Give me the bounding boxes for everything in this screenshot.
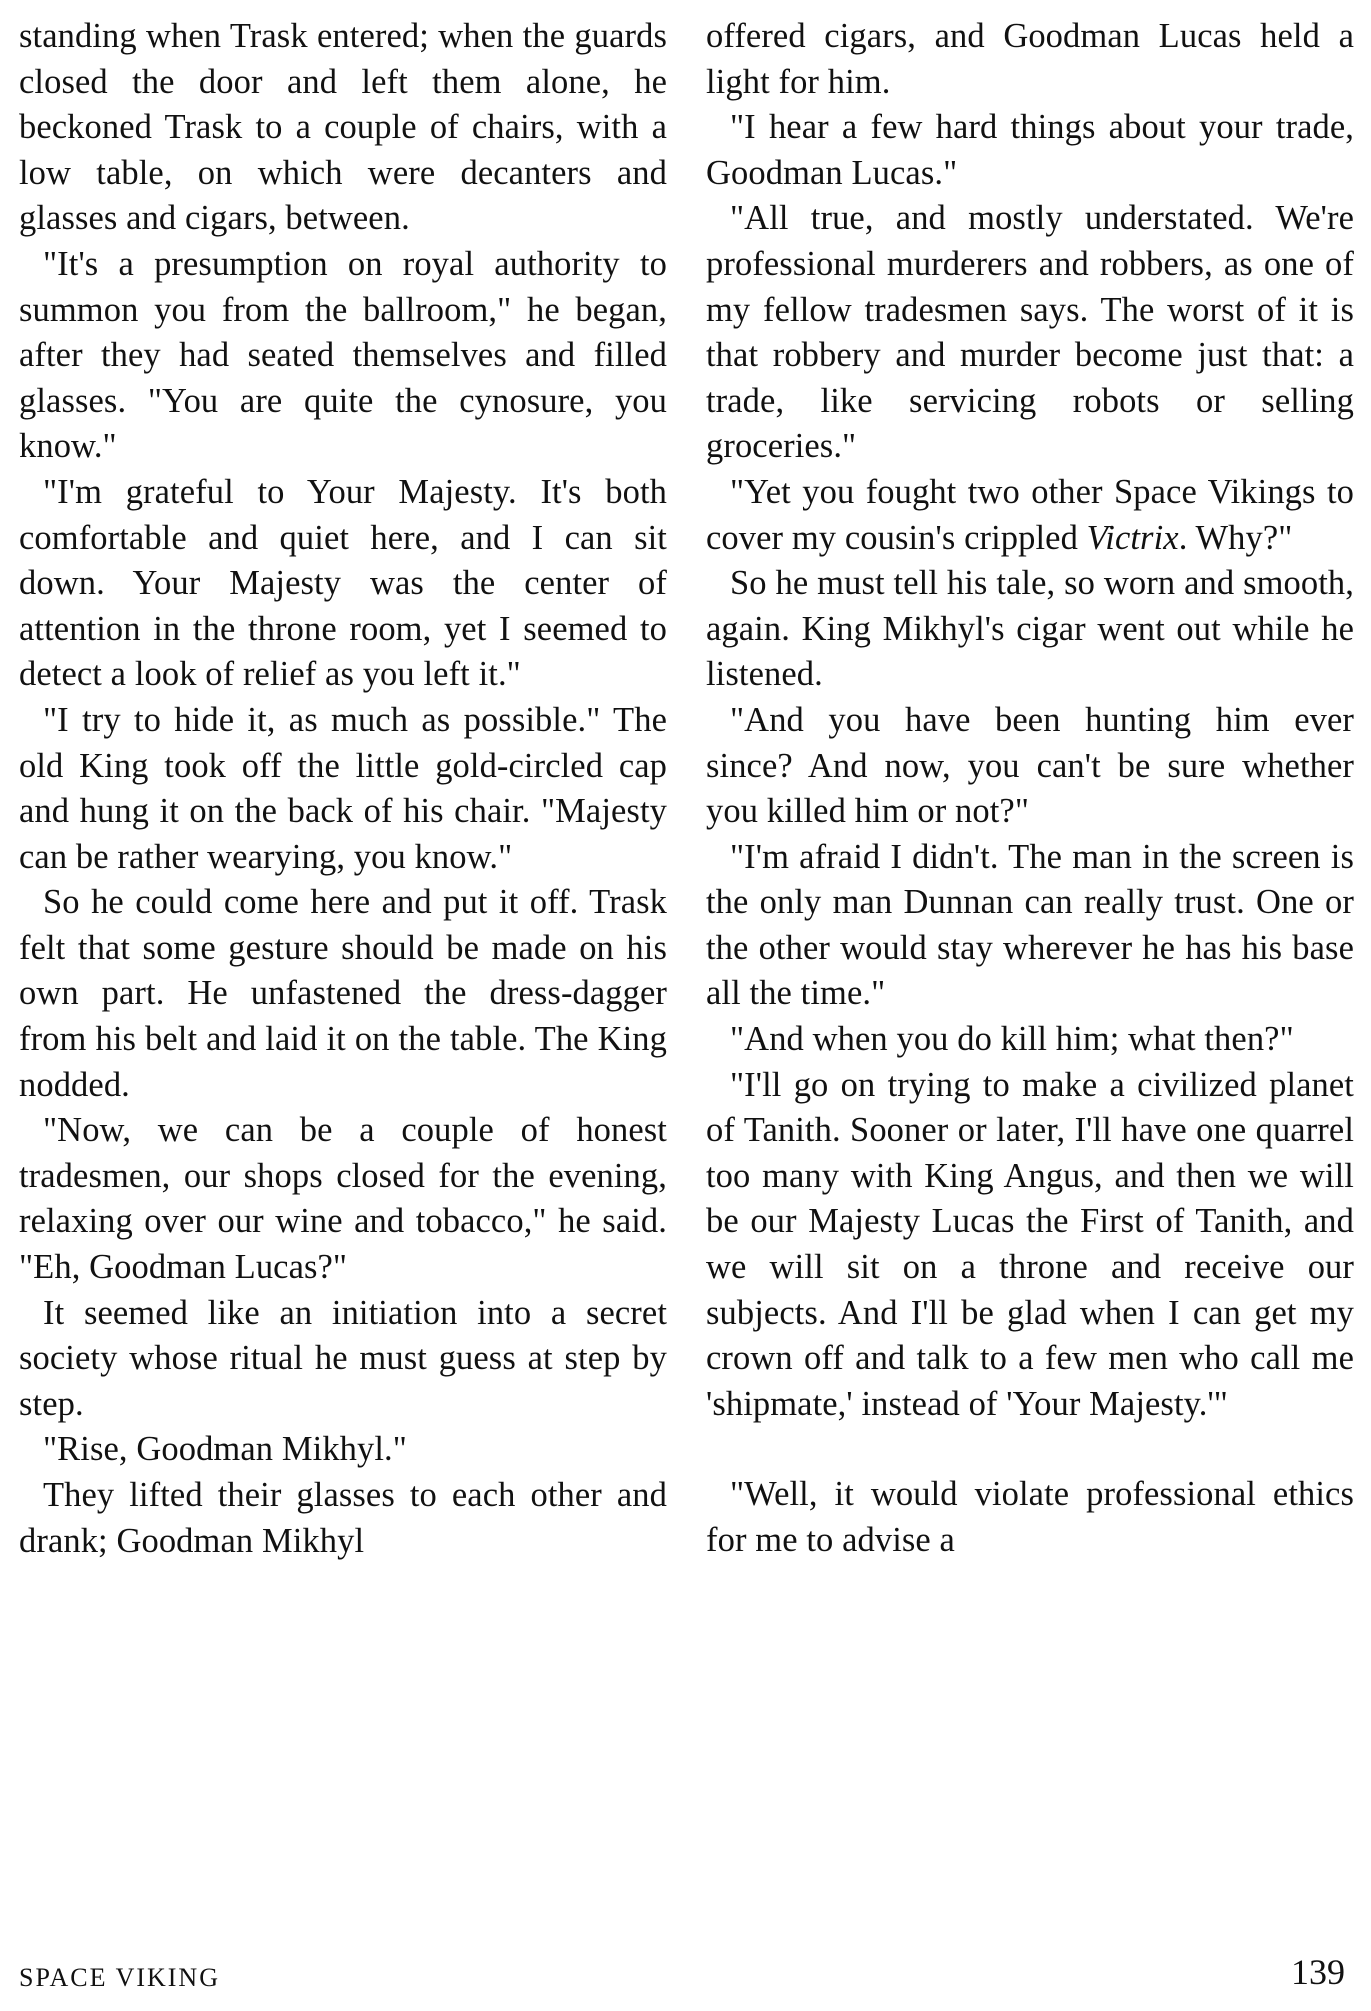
paragraph: "And you have been hunting him ever since? And now, you can't be sure whether you killed him or not?" (706, 700, 1354, 831)
paragraph: "I try to hide it, as much as possible." The old King took off the little gold-circled cap and hung it on the back of his chair. "Majesty can be rather wearying, you know." (19, 700, 667, 876)
paragraph: So he must tell his tale, so worn and smooth, again. King Mikhyl's cigar went out while he listened. (706, 564, 1354, 694)
paragraph: "Rise, Goodman Mikhyl." (43, 1430, 407, 1469)
paragraph: It seemed like an initiation into a secret society whose ritual he must guess at step by step. (19, 1293, 667, 1423)
ship-name: Victrix (1086, 518, 1179, 557)
paragraph: "I'm afraid I didn't. The man in the screen is the only man Dunnan can really trust. One or the other would stay wherever he has his base all the time." (706, 837, 1354, 1013)
paragraph: "Well, it would violate professional ethics for me to advise a (706, 1475, 1354, 1559)
page-number: 139 (1291, 1952, 1345, 1992)
right-text-column (706, 14, 1354, 1564)
paragraph: standing when Trask entered; when the guards closed the door and left them alone, he beckoned Trask to a couple of chairs, with a low table, on which were decanters and glasses and cigars, between. (19, 17, 667, 238)
left-text-column (19, 14, 667, 1564)
paragraph: So he could come here and put it off. Trask felt that some gesture should be made on his own part. He unfastened the dress-dagger from his belt and laid it on the table. The King nodded. (19, 883, 667, 1104)
paragraph: "It's a presumption on royal authority to summon you from the ballroom," he began, after they had seated themselves and filled glasses. "You are quite the cynosure, you know." (19, 244, 667, 466)
paragraph: "I'll go on trying to make a civilized planet of Tanith. Sooner or later, I'll have one quarrel too many with King Angus, and then we will be our Majesty Lucas the First of Tanith, and we will sit on a throne and receive our subjects. And I'll be glad when I can get my crown off and talk to a few men who call me 'shipmate,' instead of 'Your Majesty.'" (706, 1065, 1354, 1423)
paragraph: "Now, we can be a couple of honest tradesmen, our shops closed for the evening, relaxing over our wine and tobacco," he said. "Eh, Goodman Lucas?" (19, 1111, 667, 1287)
paragraph: "And when you do kill him; what then?" (730, 1020, 1294, 1059)
paragraph: "All true, and mostly understated. We're professional murderers and robbers, as one of my fellow tradesmen says. The worst of it is that robbery and murder become just that: a trade, like servicing robots or selling groceries." (706, 199, 1354, 466)
paragraph: They lifted their glasses to each other and drank; Goodman Mikhyl (19, 1476, 667, 1560)
paragraph: "I hear a few hard things about your trade, Goodman Lucas." (706, 108, 1354, 192)
running-footer: SPACE VIKING (19, 1963, 220, 1992)
paragraph: "Yet you fought two other Space Vikings to cover my cousin's crippled Victrix. Why?" (706, 472, 1354, 557)
paragraph: "I'm grateful to Your Majesty. It's both comfortable and quiet here, and I can sit down. Your Majesty was the center of attention in the throne room, yet I seemed to detect a look of relief as you left it." (19, 472, 667, 694)
paragraph: offered cigars, and Goodman Lucas held a light for him. (706, 17, 1354, 101)
